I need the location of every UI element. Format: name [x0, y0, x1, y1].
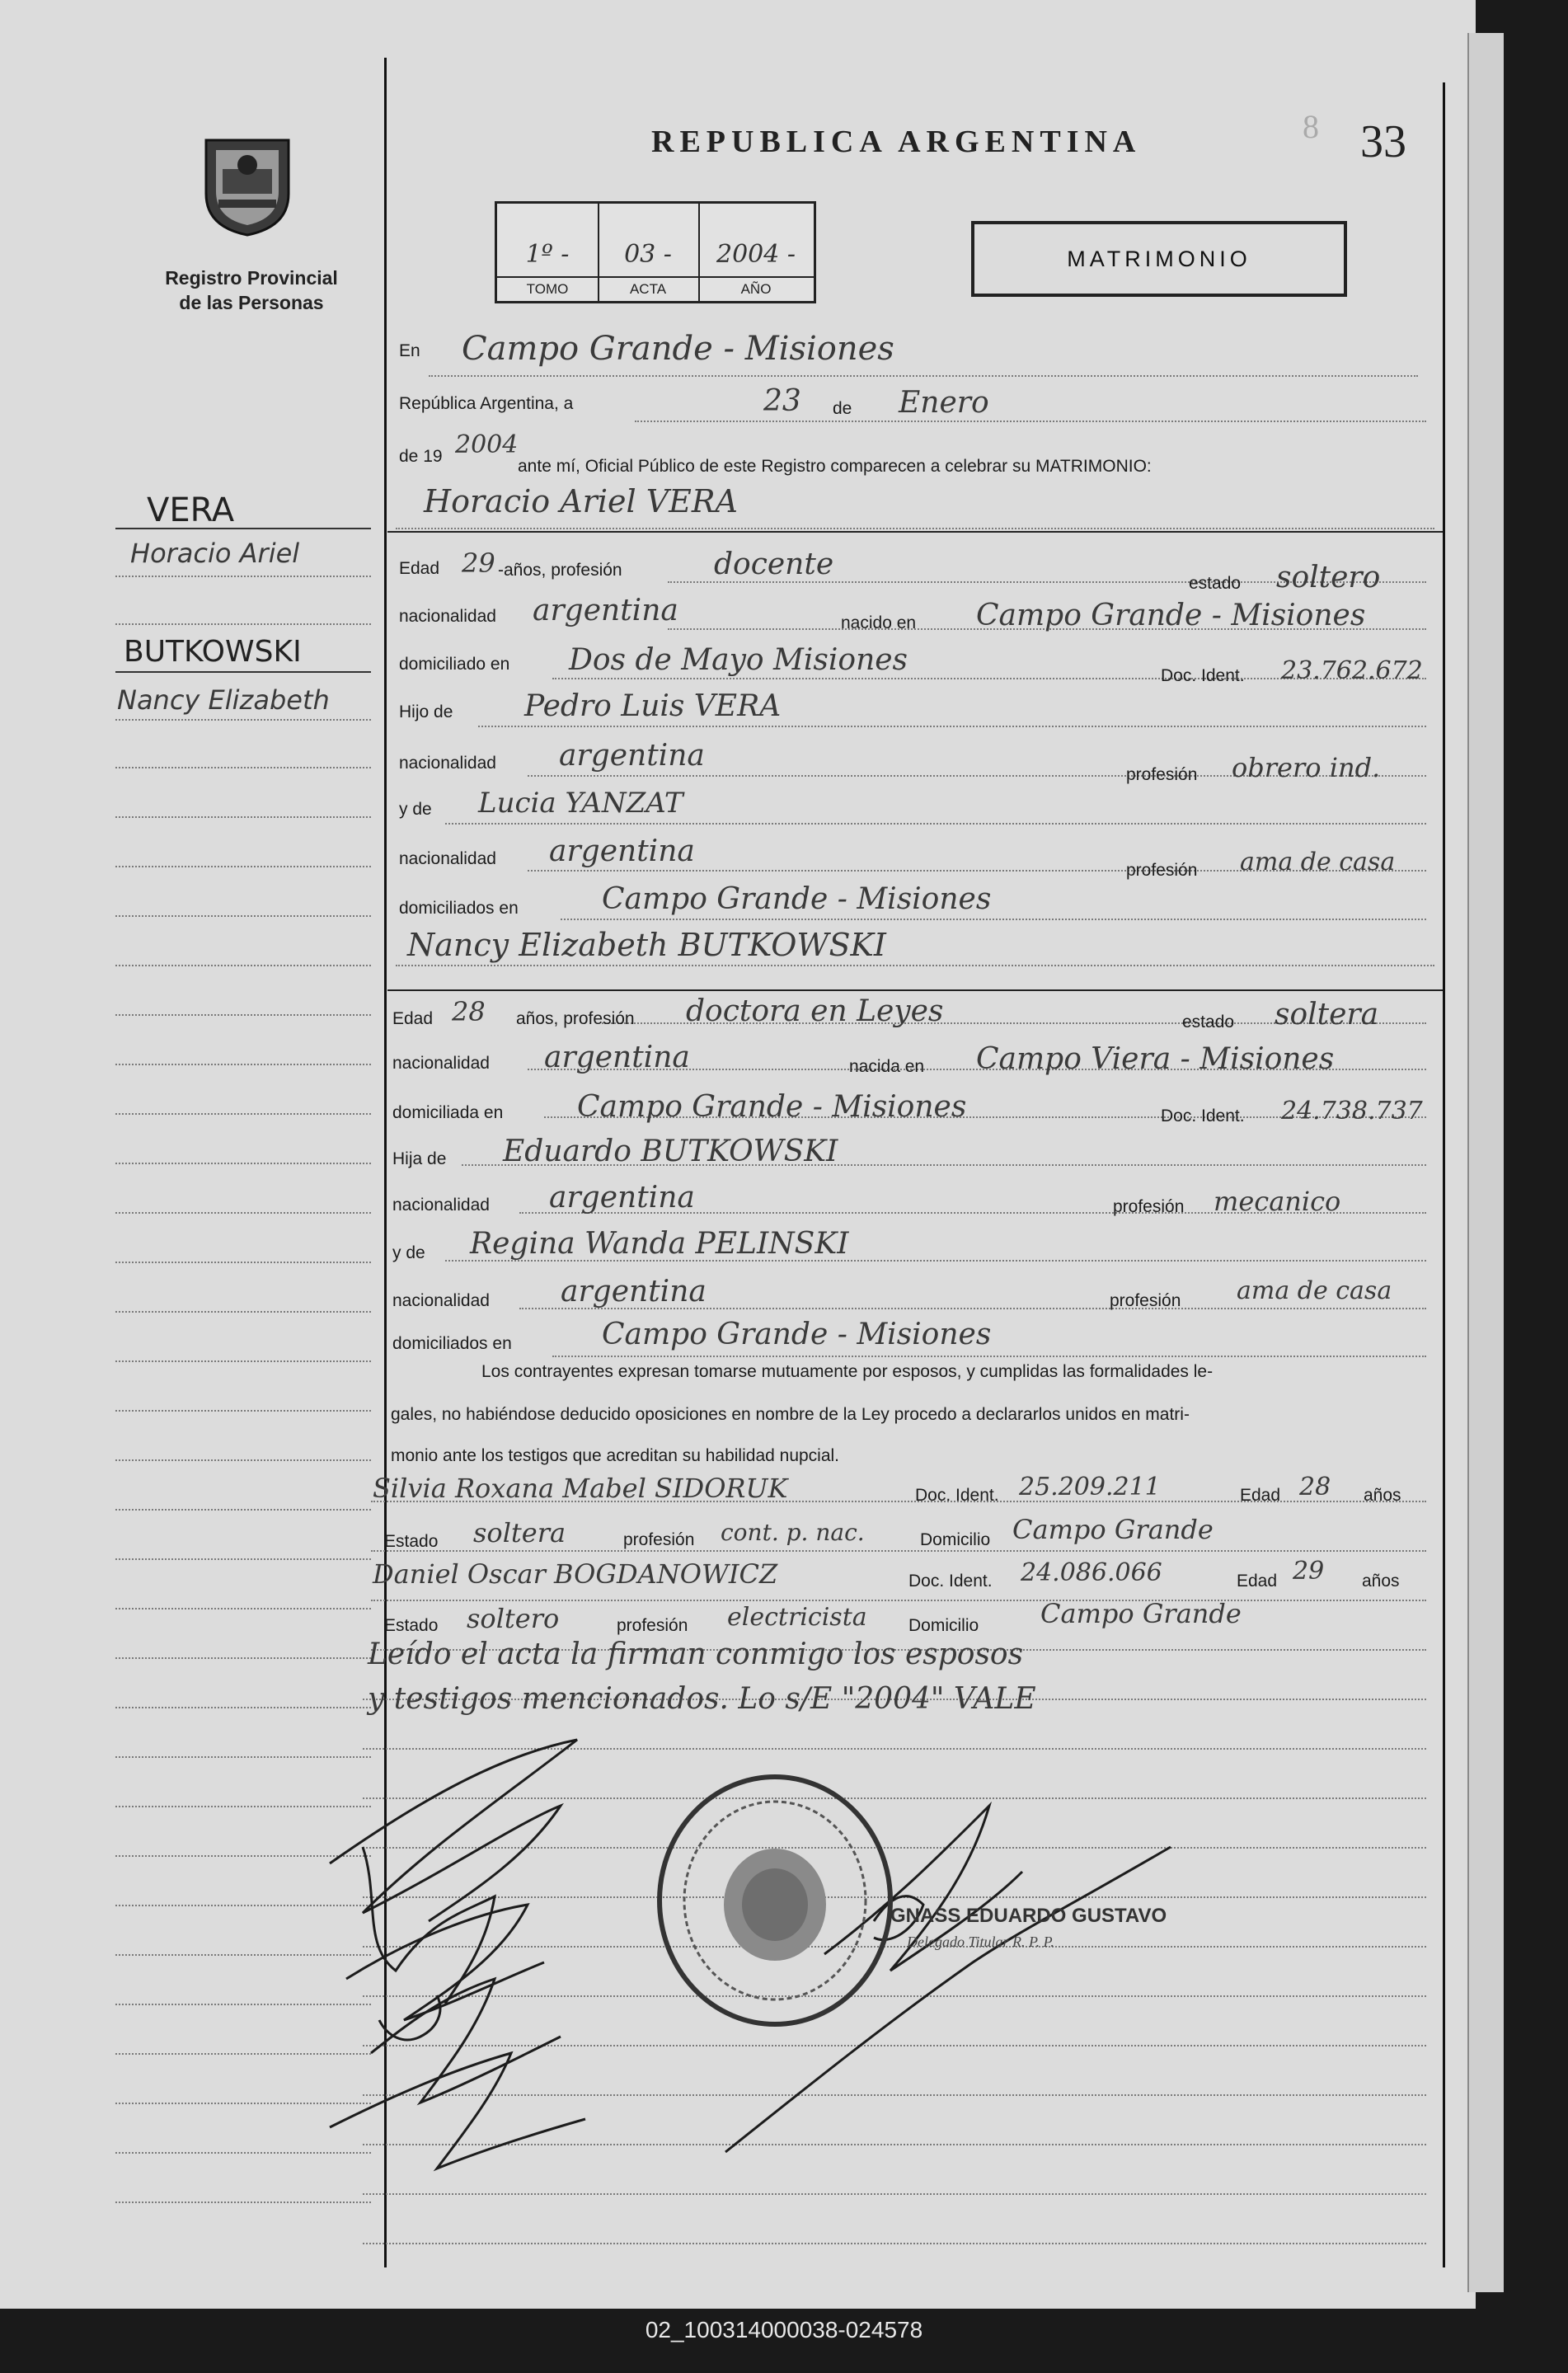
- year-cell: [698, 204, 814, 301]
- closing-line1: Leído el acta la firman conmigo los esposos: [368, 1638, 1024, 1671]
- bride-domiciliada-label: domiciliada en: [392, 1103, 504, 1122]
- groom-doc-number: 23.762.672: [1281, 656, 1423, 685]
- bride-nacida-label: nacida en: [849, 1057, 925, 1076]
- bride-nationality: argentina: [544, 1041, 690, 1074]
- groom-mother-nac-label: nacionalidad: [399, 849, 496, 868]
- republic-date-label: República Argentina, a: [399, 394, 574, 413]
- groom-domiciliado-label: domiciliado en: [399, 655, 510, 674]
- acta-value: 03 -: [624, 240, 672, 269]
- tomo-label: TOMO: [497, 276, 598, 301]
- declaration-line2: gales, no habiéndose deducido oposiciones en nombre de la Ley procedo a declararlos unidos en matri-: [391, 1405, 1190, 1424]
- witness1-domicile: Campo Grande: [1012, 1514, 1214, 1545]
- country-heading: REPUBLICA ARGENTINA: [651, 125, 1142, 159]
- groom-parents-dom-label: domiciliados en: [399, 899, 519, 918]
- witness2-name: Daniel Oscar BOGDANOWICZ: [373, 1558, 778, 1590]
- tomo-cell: [497, 204, 599, 301]
- witness2-doc-number: 24.086.066: [1021, 1558, 1162, 1587]
- witness1-dom-label: Domicilio: [920, 1530, 991, 1549]
- witness1-name: Silvia Roxana Mabel SIDORUK: [373, 1473, 788, 1504]
- witness1-prof-label: profesión: [623, 1530, 695, 1549]
- groom-doc-label: Doc. Ident.: [1161, 666, 1245, 685]
- bride-section-top-rule: [387, 989, 1443, 991]
- groom-birthplace: Campo Grande - Misiones: [976, 599, 1366, 632]
- witness1-anios-label: años: [1364, 1486, 1401, 1505]
- bride-age: 28: [452, 996, 486, 1027]
- witness2-age: 29: [1293, 1557, 1325, 1586]
- witness1-age: 28: [1299, 1473, 1331, 1501]
- official-stamp-icon: [651, 1773, 899, 2028]
- groom-nacionalidad-label: nacionalidad: [399, 607, 496, 626]
- margin-bride-names: Nancy Elizabeth: [117, 684, 330, 716]
- groom-mother-nationality: argentina: [549, 834, 695, 868]
- bride-mother-prof-label: profesión: [1110, 1291, 1181, 1310]
- bride-marital-status: soltera: [1275, 998, 1379, 1031]
- witness2-profession: electricista: [727, 1603, 867, 1632]
- groom-parents-domicile: Campo Grande - Misiones: [602, 882, 992, 916]
- registry-name: [124, 265, 379, 315]
- bride-parents-dom-label: domiciliados en: [392, 1334, 512, 1353]
- marriage-year: 2004: [455, 430, 519, 459]
- groom-father-nac-label: nacionalidad: [399, 754, 496, 773]
- bride-nacionalidad-label: nacionalidad: [392, 1054, 490, 1073]
- acta-label: ACTA: [598, 276, 698, 301]
- groom-nationality: argentina: [533, 594, 678, 627]
- witness2-marital-status: soltero: [467, 1603, 560, 1634]
- groom-mother-prof-label: profesión: [1126, 861, 1198, 880]
- form-border-right: [1443, 82, 1445, 2267]
- record-type-box: MATRIMONIO: [971, 221, 1347, 297]
- official-before-text: ante mí, Oficial Público de este Registro comparecen a celebrar su MATRIMONIO:: [518, 457, 1152, 476]
- margin-bride-surname: BUTKOWSKI: [124, 635, 302, 669]
- groom-estado-label: estado: [1189, 574, 1242, 593]
- bride-mother-name: Regina Wanda PELINSKI: [470, 1227, 849, 1261]
- groom-father-prof-label: profesión: [1126, 765, 1198, 784]
- year-value: 2004 -: [716, 240, 796, 269]
- groom-section-top-rule: [387, 531, 1443, 533]
- declaration-line1: Los contrayentes expresan tomarse mutuamente por esposos, y cumplidas las formalidades le-: [481, 1362, 1214, 1381]
- bride-mother-profession: ama de casa: [1237, 1276, 1392, 1305]
- acta-cell: [598, 204, 700, 301]
- groom-hijo-label: Hijo de: [399, 703, 453, 721]
- en-label: En: [399, 341, 420, 360]
- bride-birthplace: Campo Viera - Misiones: [976, 1042, 1335, 1076]
- bride-father-profession: mecanico: [1214, 1186, 1341, 1217]
- witness2-anios-label: años: [1362, 1572, 1400, 1591]
- witness1-estado-label: Estado: [384, 1532, 439, 1551]
- witness1-marital-status: soltera: [473, 1517, 566, 1548]
- act-reference-box: [495, 201, 816, 303]
- witness2-estado-label: Estado: [384, 1616, 439, 1635]
- groom-nacido-label: nacido en: [841, 613, 917, 632]
- groom-mother-name: Lucia YANZAT: [478, 787, 683, 820]
- groom-profession: docente: [714, 547, 834, 581]
- page-number: 33: [1360, 116, 1406, 167]
- groom-mother-profession: ama de casa: [1240, 848, 1396, 876]
- page-edge: [1467, 33, 1504, 2292]
- bride-doc-number: 24.738.737: [1281, 1097, 1423, 1125]
- bride-mother-nac-label: nacionalidad: [392, 1291, 490, 1310]
- bride-anios-profesion-label: años, profesión: [516, 1009, 635, 1028]
- witness2-doc-label: Doc. Ident.: [908, 1572, 993, 1591]
- marriage-month: Enero: [899, 386, 989, 420]
- groom-edad-label: Edad: [399, 559, 440, 578]
- groom-age: 29: [462, 547, 495, 579]
- official-name: GNASS EDUARDO GUSTAVO: [890, 1905, 1167, 1927]
- bride-domicile: Campo Grande - Misiones: [577, 1090, 967, 1124]
- groom-father-profession: obrero ind.: [1232, 752, 1381, 783]
- groom-anios-profesion-label: -años, profesión: [498, 561, 622, 580]
- groom-marital-status: soltero: [1276, 561, 1381, 594]
- year-label: AÑO: [698, 276, 814, 301]
- province-seal-icon: [198, 132, 297, 239]
- groom-full-name: Horacio Ariel VERA: [424, 483, 738, 519]
- de19-label: de 19: [399, 447, 443, 466]
- witness1-edad-label: Edad: [1240, 1486, 1281, 1505]
- bride-parents-domicile: Campo Grande - Misiones: [602, 1318, 992, 1351]
- closing-line2: y testigos mencionados. Lo s/E "2004" VALE: [368, 1682, 1036, 1716]
- groom-father-nationality: argentina: [559, 739, 705, 773]
- margin-groom-names: Horacio Ariel: [130, 538, 300, 569]
- witness2-dom-label: Domicilio: [908, 1616, 979, 1635]
- margin-groom-surname: VERA: [147, 491, 235, 529]
- registry-line2: de las Personas: [179, 292, 324, 313]
- bride-profession: doctora en Leyes: [686, 994, 944, 1028]
- official-title: Delegado Titular R. P. P.: [907, 1934, 1054, 1950]
- groom-yde-label: y de: [399, 800, 432, 819]
- declaration-line3: monio ante los testigos que acreditan su habilidad nupcial.: [391, 1446, 840, 1465]
- witness1-doc-number: 25.209.211: [1019, 1473, 1161, 1501]
- bride-hija-label: Hija de: [392, 1149, 447, 1168]
- bride-father-name: Eduardo BUTKOWSKI: [503, 1135, 838, 1168]
- bride-father-nationality: argentina: [549, 1181, 695, 1215]
- witness2-prof-label: profesión: [617, 1616, 688, 1635]
- marriage-place: Campo Grande - Misiones: [462, 330, 894, 368]
- bride-father-nac-label: nacionalidad: [392, 1196, 490, 1215]
- witness1-doc-label: Doc. Ident.: [915, 1486, 999, 1505]
- groom-father-name: Pedro Luis VERA: [524, 689, 782, 723]
- tomo-value: 1º -: [525, 240, 570, 269]
- witness2-edad-label: Edad: [1237, 1572, 1278, 1591]
- bride-mother-nationality: argentina: [561, 1275, 707, 1309]
- registry-line1: Registro Provincial: [165, 267, 338, 289]
- marriage-day: 23: [763, 384, 801, 418]
- de-label: de: [833, 399, 852, 418]
- bride-doc-label: Doc. Ident.: [1161, 1107, 1245, 1125]
- bride-full-name: Nancy Elizabeth BUTKOWSKI: [407, 927, 886, 963]
- groom-domicile: Dos de Mayo Misiones: [569, 643, 908, 677]
- witness2-domicile: Campo Grande: [1040, 1598, 1242, 1629]
- witness1-profession: cont. p. nac.: [721, 1519, 865, 1546]
- faint-page-number: 8: [1303, 108, 1319, 145]
- bride-yde-label: y de: [392, 1243, 425, 1262]
- bride-father-prof-label: profesión: [1113, 1197, 1185, 1216]
- bride-edad-label: Edad: [392, 1009, 434, 1028]
- bride-estado-label: estado: [1182, 1013, 1235, 1031]
- file-id-caption: 02_100314000038-024578: [645, 2317, 923, 2342]
